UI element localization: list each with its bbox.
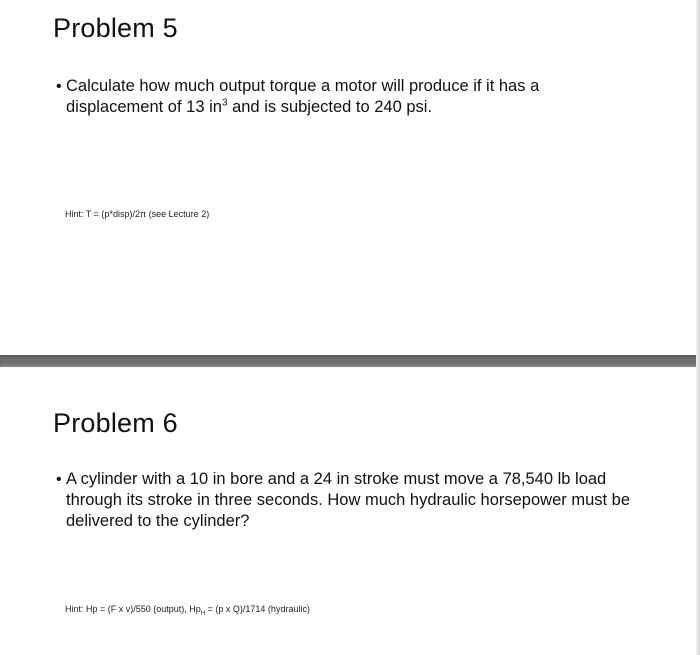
slide-divider (0, 355, 700, 367)
right-edge-shade (696, 0, 700, 655)
bullet-icon: • (56, 78, 62, 95)
problem-6-hint-part2: = (p x Q)/1714 (hydraulic) (205, 604, 310, 614)
problem-5-title: Problem 5 (53, 13, 178, 43)
problem-5-hint: Hint: T = (p*disp)/2π (see Lecture 2) (65, 209, 210, 219)
problem-6-title: Problem 6 (53, 408, 178, 438)
problem-6-hint-subscript: H (200, 610, 206, 617)
problem-6-slide (0, 367, 700, 655)
problem-5-exponent: 3 (221, 97, 228, 109)
problem-5-text-main: Calculate how much output torque a motor will produce if it has a displacement of 13 in (66, 77, 540, 116)
problem-5-text (66, 76, 616, 118)
problem-6-hint-part1: Hint: Hp = (F x v)/550 (output), Hp (65, 604, 201, 614)
problem-6-hint (65, 604, 310, 617)
problem-5-bullet (56, 76, 616, 118)
bullet-icon: • (56, 471, 62, 488)
problem-6-text: A cylinder with a 10 in bore and a 24 in stroke must move a 78,540 lb load through its stroke in three seconds. How much hydraulic horsepower must be delivered to the cylinder? (66, 470, 631, 530)
problem-5-text-end: and is subjected to 240 psi. (227, 98, 433, 116)
problem-6-bullet (56, 469, 646, 532)
